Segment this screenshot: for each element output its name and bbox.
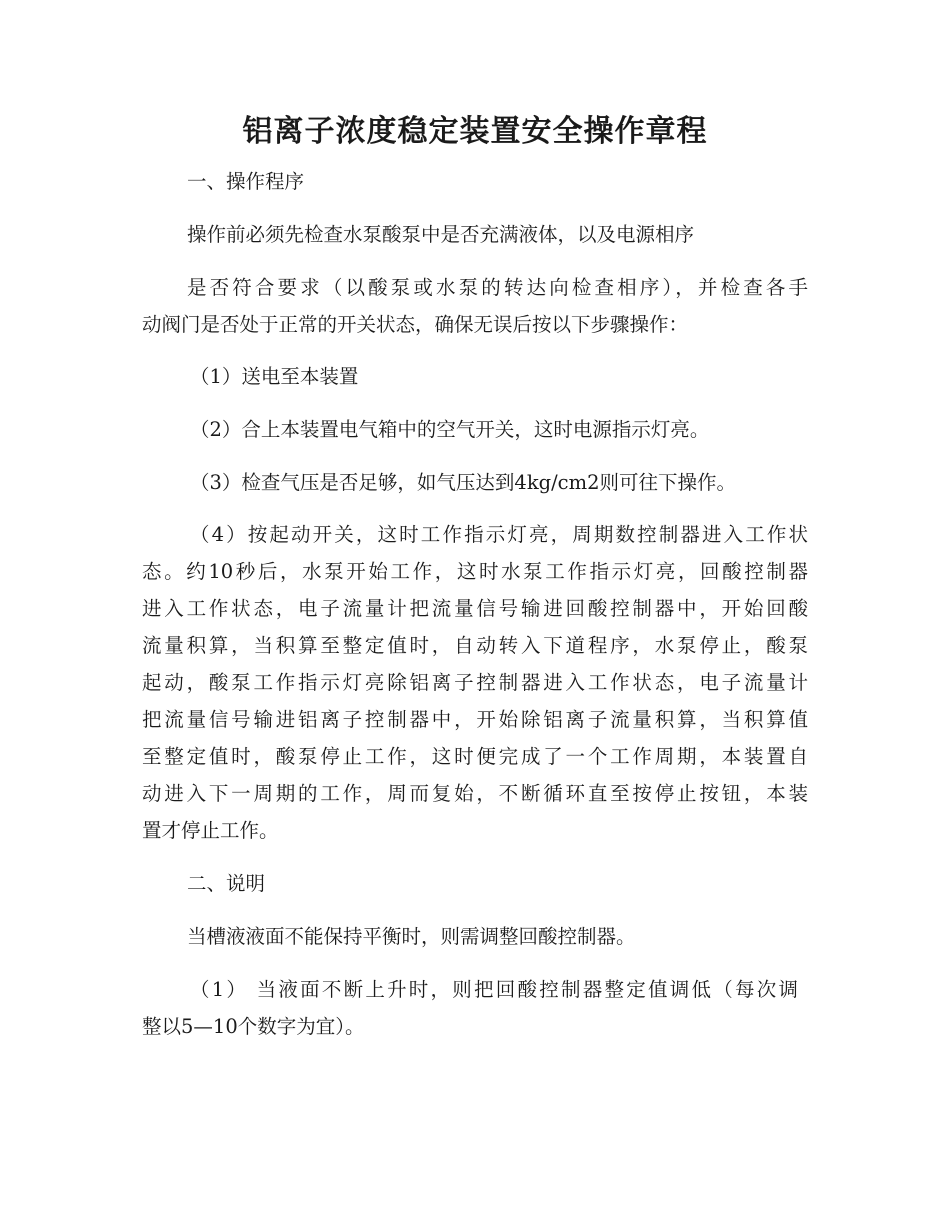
step-4-line-5: 起动，酸泵工作指示灯亮除铝离子控制器进入工作状态，电子流量计 [142,671,808,694]
step-3: （3）检查气压是否足够，如气压达到4kg/cm2则可往下操作。 [190,471,737,494]
step-4-line-3: 进入工作状态，电子流量计把流量信号输进回酸控制器中，开始回酸 [142,597,808,620]
step-4-line-7: 至整定值时，酸泵停止工作，这时便完成了一个工作周期，本装置自 [142,745,808,768]
step-4-line-4: 流量积算，当积算至整定值时，自动转入下道程序，水泵停止，酸泵 [142,634,808,657]
paragraph-requirements-line-2: 动阀门是否处于正常的开关状态，确保无误后按以下步骤操作： [142,313,689,336]
step-1: （1）送电至本装置 [190,365,359,388]
section-heading-operation: 一、操作程序 [187,170,305,193]
note-1-line-1: （1） 当液面不断上升时，则把回酸控制器整定值调低（每次调 [190,978,798,1001]
step-4-line-9: 置才停止工作。 [142,819,279,842]
step-2: （2）合上本装置电气箱中的空气开关，这时电源指示灯亮。 [190,418,710,441]
paragraph-precheck-line-1: 操作前必须先检查水泵酸泵中是否充满液体，以及电源相序 [187,223,695,246]
step-4-line-2: 态。约10秒后，水泵开始工作，这时水泵工作指示灯亮，回酸控制器 [142,560,808,583]
paragraph-adjust-line-1: 当槽液液面不能保持平衡时，则需调整回酸控制器。 [187,925,636,948]
step-4-line-6: 把流量信号输进铝离子控制器中，开始除铝离子流量积算，当积算值 [142,708,808,731]
step-4-line-1: （4）按起动开关，这时工作指示灯亮，周期数控制器进入工作状 [190,523,808,546]
note-1-line-2: 整以5—10个数字为宜）。 [142,1015,365,1038]
paragraph-requirements-line-1: 是否符合要求（以酸泵或水泵的转达向检查相序），并检查各手 [187,276,808,299]
section-heading-notes: 二、说明 [187,872,266,895]
step-4-line-8: 动进入下一周期的工作，周而复始，不断循环直至按停止按钮，本装 [142,782,808,805]
document-title: 铝离子浓度稳定装置安全操作章程 [242,114,708,149]
